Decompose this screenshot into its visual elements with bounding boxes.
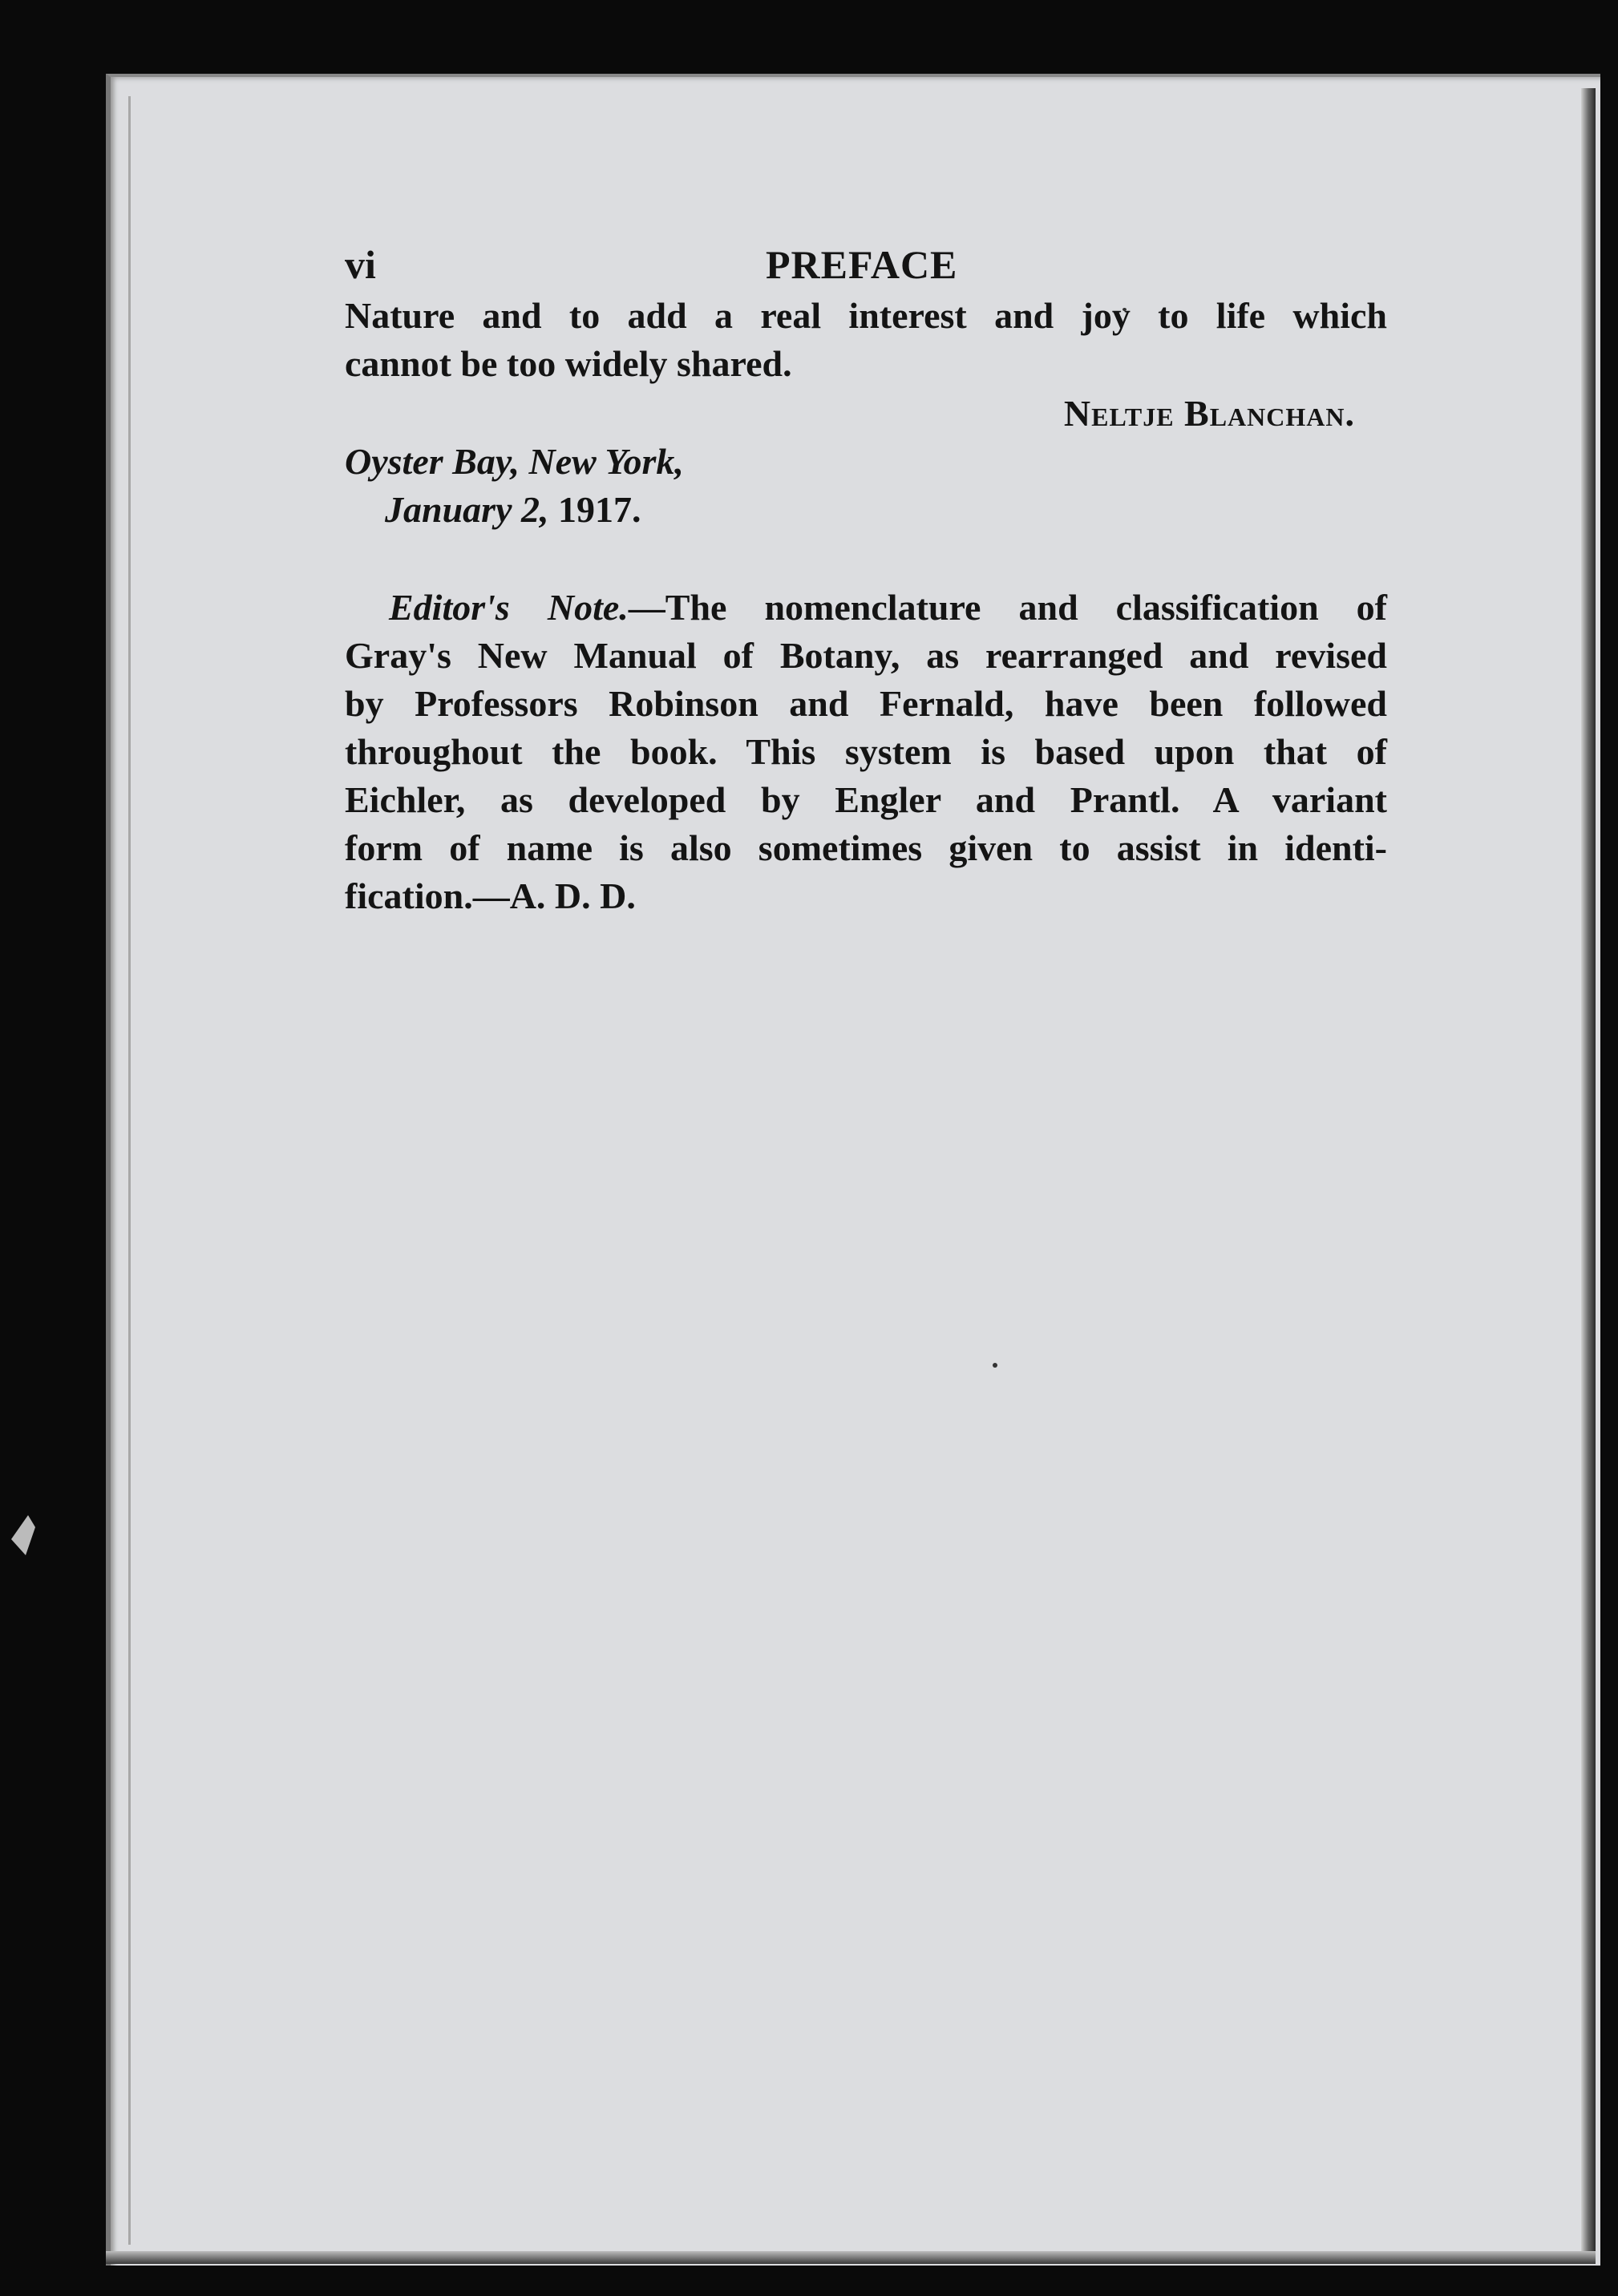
running-head <box>345 241 1387 289</box>
page-text <box>345 241 1387 920</box>
text-line <box>345 584 1387 632</box>
author-signature: Neltje Blanchan. <box>1063 393 1355 434</box>
text-line: fication.—A. D. D. <box>345 875 636 916</box>
text-line: Nature and to add a real interest and joy to life which <box>345 295 1387 336</box>
text-line: Eichler, as developed by Engler and Prantl. A variant <box>345 779 1387 820</box>
place-line: Oyster Bay, New York, <box>345 441 684 482</box>
editors-note-label: Editor's Note. <box>389 587 629 628</box>
text-line: cannot be too widely shared. <box>345 343 792 384</box>
scan-speck <box>993 1363 997 1368</box>
editors-note <box>345 584 1387 920</box>
editors-note-lead: —The nomenclature and classification of <box>628 587 1387 628</box>
text-line: Gray's New Manual of Botany, as rearranged and revised <box>345 635 1387 676</box>
date-year: 1917. <box>557 489 641 530</box>
text-line: by Professors Robinson and Fernald, have been followed <box>345 683 1387 724</box>
page-edge-bottom <box>106 2251 1596 2264</box>
scan-clip-mark <box>11 1515 35 1555</box>
text-line: form of name is also sometimes given to assist in identi- <box>345 827 1387 868</box>
page-number: vi <box>345 242 376 287</box>
text-line: throughout the book. This system is based upon that of <box>345 731 1387 772</box>
page-edge-right <box>1581 88 1596 2262</box>
page-gutter-line <box>128 96 131 2245</box>
date-line <box>345 486 1387 534</box>
date-month-day: January 2, <box>385 489 549 530</box>
preface-paragraph <box>345 292 1387 388</box>
page-title: PREFACE <box>766 242 958 287</box>
